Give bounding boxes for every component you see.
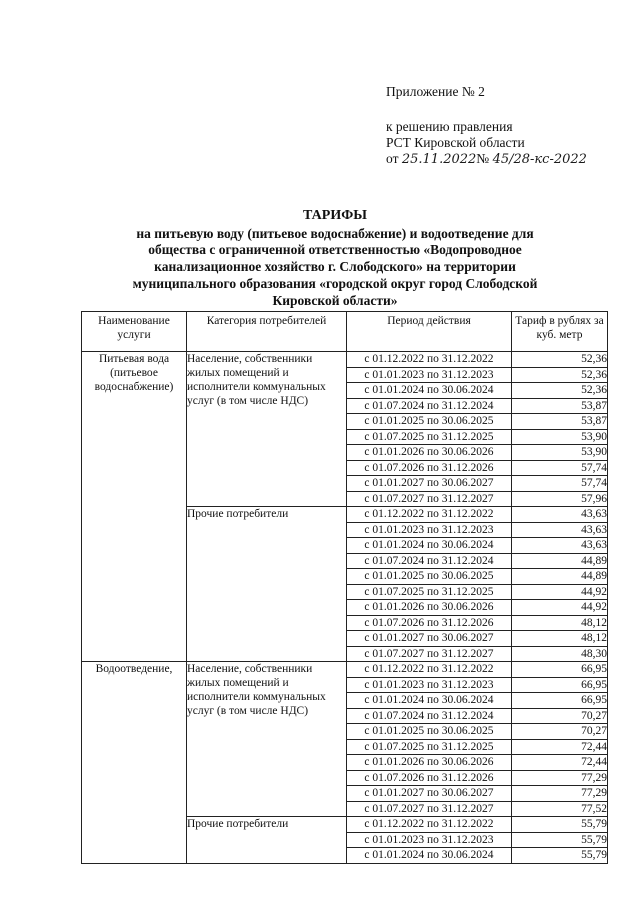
- tariff-value-cell: 44,89: [512, 569, 608, 585]
- validity-period-cell: с 01.12.2022 по 31.12.2022: [347, 817, 512, 833]
- validity-period-cell: с 01.01.2026 по 30.06.2026: [347, 600, 512, 616]
- tariff-value-cell: 70,27: [512, 708, 608, 724]
- tariff-value-cell: 55,79: [512, 848, 608, 864]
- tariff-value-cell: 57,74: [512, 476, 608, 492]
- validity-period-cell: с 01.01.2023 по 31.12.2023: [347, 677, 512, 693]
- document-subtitle-line: канализационное хозяйство г. Слободского» на территории: [154, 259, 516, 275]
- decision-reference: к решению правления: [386, 119, 513, 134]
- tariff-table-body: [82, 352, 608, 864]
- validity-period-cell: с 01.07.2026 по 31.12.2026: [347, 615, 512, 631]
- tariff-value-cell: 52,36: [512, 352, 608, 368]
- consumer-category-cell: Население, собственники жилых помещений и исполнители коммунальных услуг (в том числе НДС): [187, 352, 347, 507]
- service-name-cell: Питьевая вода (питьевое водоснабжение): [82, 352, 187, 662]
- validity-period-cell: с 01.01.2025 по 30.06.2025: [347, 724, 512, 740]
- handwritten-date: 25.11.2022: [401, 152, 477, 167]
- tariff-value-cell: 53,90: [512, 445, 608, 461]
- document-subtitle-line: муниципального образования «городской округ город Слободской: [132, 275, 538, 291]
- document-subtitle-line: Кировской области»: [272, 292, 398, 308]
- handwritten-number: 45/28-кс-2022: [492, 152, 587, 167]
- tariff-value-cell: 44,89: [512, 553, 608, 569]
- date-prefix: от: [386, 151, 399, 166]
- tariff-value-cell: 57,96: [512, 491, 608, 507]
- tariff-value-cell: 55,79: [512, 817, 608, 833]
- validity-period-cell: с 01.01.2024 по 30.06.2024: [347, 693, 512, 709]
- validity-period-cell: с 01.01.2024 по 30.06.2024: [347, 538, 512, 554]
- header-period: Период действия: [347, 312, 512, 352]
- validity-period-cell: с 01.12.2022 по 31.12.2022: [347, 662, 512, 678]
- validity-period-cell: с 01.07.2025 по 31.12.2025: [347, 584, 512, 600]
- validity-period-cell: с 01.07.2026 по 31.12.2026: [347, 460, 512, 476]
- issuing-authority: РСТ Кировской области: [386, 135, 525, 150]
- service-name-cell: Водоотведение,: [82, 662, 187, 864]
- validity-period-cell: с 01.01.2026 по 30.06.2026: [347, 445, 512, 461]
- header-tariff: Тариф в рублях за куб. метр: [512, 312, 608, 352]
- tariff-value-cell: 52,36: [512, 367, 608, 383]
- validity-period-cell: с 01.07.2024 по 31.12.2024: [347, 708, 512, 724]
- tariff-value-cell: 77,29: [512, 770, 608, 786]
- tariff-value-cell: 57,74: [512, 460, 608, 476]
- validity-period-cell: с 01.07.2026 по 31.12.2026: [347, 770, 512, 786]
- validity-period-cell: с 01.01.2024 по 30.06.2024: [347, 383, 512, 399]
- tariff-value-cell: 53,87: [512, 414, 608, 430]
- tariff-value-cell: 43,63: [512, 507, 608, 523]
- tariff-value-cell: 48,30: [512, 646, 608, 662]
- validity-period-cell: с 01.01.2026 по 30.06.2026: [347, 755, 512, 771]
- tariff-value-cell: 55,79: [512, 832, 608, 848]
- table-header-row: [82, 312, 608, 352]
- validity-period-cell: с 01.01.2023 по 31.12.2023: [347, 367, 512, 383]
- tariff-value-cell: 77,29: [512, 786, 608, 802]
- validity-period-cell: с 01.01.2025 по 30.06.2025: [347, 414, 512, 430]
- tariff-value-cell: 52,36: [512, 383, 608, 399]
- document-subtitle-line: на питьевую воду (питьевое водоснабжение) и водоотведение для: [136, 225, 534, 241]
- tariff-value-cell: 66,95: [512, 662, 608, 678]
- consumer-category-cell: Население, собственники жилых помещений и исполнители коммунальных услуг (в том числе НДС): [187, 662, 347, 817]
- tariff-table: [81, 311, 608, 864]
- tariff-value-cell: 72,44: [512, 755, 608, 771]
- tariff-value-cell: 77,52: [512, 801, 608, 817]
- validity-period-cell: с 01.12.2022 по 31.12.2022: [347, 507, 512, 523]
- tariff-value-cell: 66,95: [512, 693, 608, 709]
- validity-period-cell: с 01.01.2024 по 30.06.2024: [347, 848, 512, 864]
- document-title: ТАРИФЫ: [303, 208, 367, 223]
- tariff-value-cell: 72,44: [512, 739, 608, 755]
- decision-date-line: [386, 151, 587, 168]
- tariff-value-cell: 44,92: [512, 600, 608, 616]
- document-subtitle-line: общества с ограниченной ответственностью «Водопроводное: [148, 242, 522, 258]
- validity-period-cell: с 01.01.2027 по 30.06.2027: [347, 786, 512, 802]
- consumer-category-cell: Прочие потребители: [187, 817, 347, 864]
- tariff-value-cell: 53,90: [512, 429, 608, 445]
- validity-period-cell: с 01.07.2024 по 31.12.2024: [347, 553, 512, 569]
- tariff-value-cell: 44,92: [512, 584, 608, 600]
- validity-period-cell: с 01.07.2027 по 31.12.2027: [347, 491, 512, 507]
- validity-period-cell: с 01.07.2024 по 31.12.2024: [347, 398, 512, 414]
- validity-period-cell: с 01.07.2025 по 31.12.2025: [347, 739, 512, 755]
- validity-period-cell: с 01.01.2023 по 31.12.2023: [347, 832, 512, 848]
- validity-period-cell: с 01.01.2027 по 30.06.2027: [347, 631, 512, 647]
- tariff-value-cell: 48,12: [512, 631, 608, 647]
- validity-period-cell: с 01.07.2027 по 31.12.2027: [347, 801, 512, 817]
- tariff-value-cell: 53,87: [512, 398, 608, 414]
- validity-period-cell: с 01.01.2025 по 30.06.2025: [347, 569, 512, 585]
- validity-period-cell: с 01.01.2023 по 31.12.2023: [347, 522, 512, 538]
- consumer-category-cell: Прочие потребители: [187, 507, 347, 662]
- appendix-number: Приложение № 2: [386, 84, 485, 99]
- validity-period-cell: с 01.01.2027 по 30.06.2027: [347, 476, 512, 492]
- tariff-value-cell: 43,63: [512, 538, 608, 554]
- tariff-value-cell: 43,63: [512, 522, 608, 538]
- header-category: Категория потребителей: [187, 312, 347, 352]
- tariff-value-cell: 70,27: [512, 724, 608, 740]
- table-row: [82, 662, 608, 678]
- table-row: [82, 352, 608, 368]
- document-title-block: [95, 208, 575, 309]
- number-prefix: №: [476, 151, 490, 166]
- validity-period-cell: с 01.12.2022 по 31.12.2022: [347, 352, 512, 368]
- validity-period-cell: с 01.07.2027 по 31.12.2027: [347, 646, 512, 662]
- tariff-value-cell: 48,12: [512, 615, 608, 631]
- validity-period-cell: с 01.07.2025 по 31.12.2025: [347, 429, 512, 445]
- tariff-value-cell: 66,95: [512, 677, 608, 693]
- header-service: Наименование услуги: [82, 312, 187, 352]
